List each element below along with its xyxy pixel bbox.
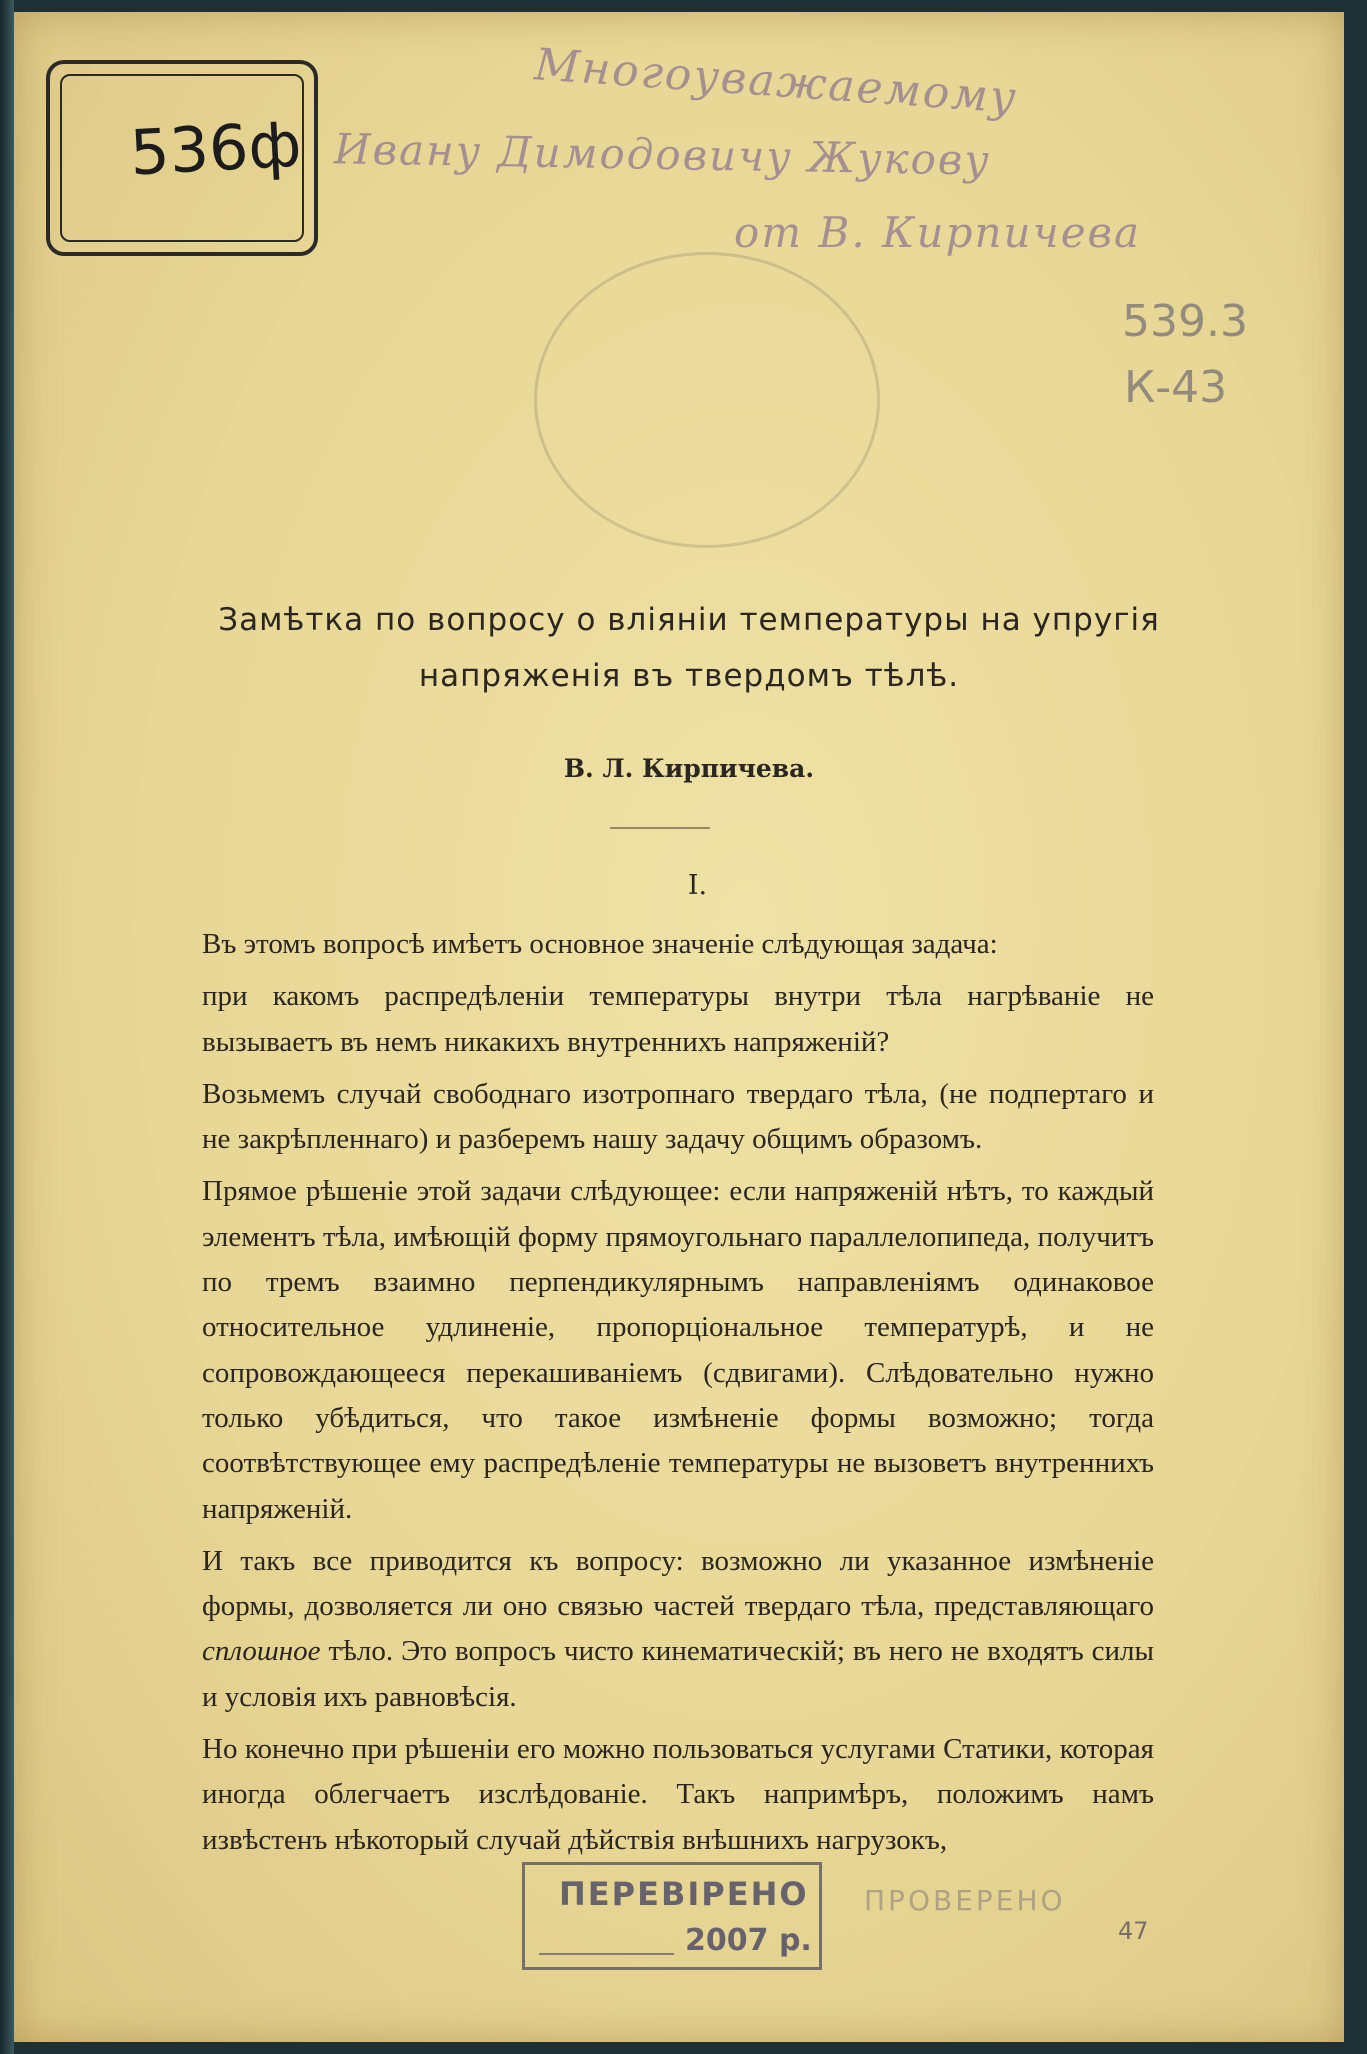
paragraph: Въ этомъ вопросѣ имѣетъ основное значеніе слѣдующая задача:: [202, 928, 998, 960]
dedication-line-1: Многоуважаемому: [532, 39, 1020, 124]
shelf-mark-line-2: К-43: [1124, 362, 1228, 413]
paragraph: при какомъ распредѣленіи температуры внутри тѣла нагрѣваніе не вызываетъ въ немъ никакихъ внутреннихъ напряженій?: [202, 980, 1154, 1058]
binding-spine: [0, 0, 14, 2054]
paragraph: [202, 1539, 1154, 1720]
faint-stamp-number: 47: [1118, 1917, 1149, 1945]
paragraph: Возьмемъ случай свободнаго изотропнаго твердаго тѣла, (не подпертаго и не закрѣпленнаго) и разберемъ нашу задачу общимъ образомъ.: [202, 1077, 1154, 1156]
catalog-number: 536ф: [128, 107, 304, 190]
paragraph-text: И такъ все приводится къ вопросу: возможно ли указанное измѣненіе формы, дозволяется ли оно связью частей твердаго тѣла, представляющаго: [202, 1544, 1154, 1623]
verified-year: 2007 р.: [685, 1923, 812, 1958]
dedication-line-3: от В. Кирпичева: [734, 208, 1142, 257]
dedication-line-2: Ивану Димодовичу Жукову: [333, 124, 992, 185]
body-text: [202, 922, 1154, 1870]
section-number: I.: [687, 870, 708, 901]
emphasis-text: сплошное: [202, 1635, 321, 1668]
paragraph: Но конечно при рѣшеніи его можно пользоваться услугами Статики, которая иногда облегчаетъ изслѣдованіе. Такъ напримѣръ, положимъ намъ извѣстенъ нѣкоторый случай дѣйствія внѣшнихъ нагрузокъ,: [202, 1733, 1154, 1856]
verified-stamp: [522, 1862, 822, 1970]
title-line-2: напряженія въ твердомъ тѣлѣ.: [418, 658, 960, 694]
title-line-1: Замѣтка по вопросу о вліяніи температуры на упругія: [218, 602, 1160, 638]
shelf-mark-line-1: 539.3: [1122, 296, 1248, 347]
document-page: [14, 12, 1344, 2042]
paragraph-text: тѣло. Это вопросъ чисто кинематическій; въ него не входятъ силы и условія ихъ равновѣсія.: [202, 1635, 1154, 1713]
faint-stamp: ПРОВЕРЕНО: [864, 1884, 1066, 1917]
paragraph: Прямое рѣшеніе этой задачи слѣдующее: если напряженій нѣтъ, то каждый элементъ тѣла, имѣющій форму прямоугольнаго параллелопипеда, получитъ по тремъ взаимно перпендикулярнымъ направленіямъ одинаковое относительное удлиненіе, пропорціональное температурѣ, и не сопровождающееся перекашиваніемъ (сдвигами). Слѣдовательно нужно только убѣдиться, что такое измѣненіе формы возможно; тогда соотвѣтствующее ему распредѣленіе температуры не вызоветъ внутреннихъ напряженій.: [202, 1175, 1154, 1525]
faded-seal: [534, 252, 880, 548]
verified-label: ПЕРЕВІРЕНО: [559, 1875, 809, 1913]
divider: [610, 827, 710, 829]
author-name: В. Л. Кирпичева.: [563, 754, 815, 783]
